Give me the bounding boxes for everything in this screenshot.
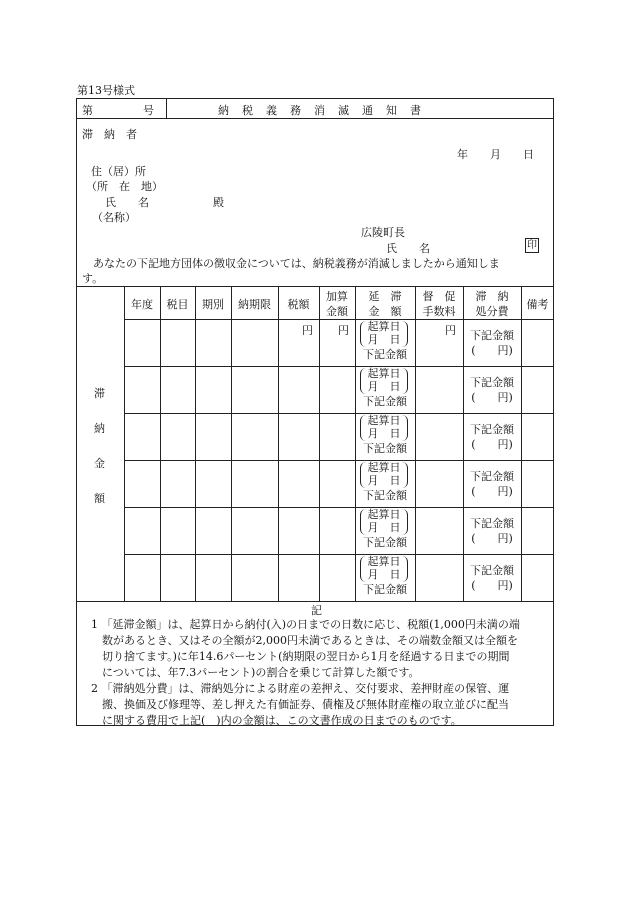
disposition-yen-label: ( 円) xyxy=(471,438,513,451)
doc-number-prefix: 第 xyxy=(82,104,93,117)
col-header-demand-2: 手数料 xyxy=(422,305,456,318)
taxpayer-label: 滞 納 者 xyxy=(82,128,137,141)
row-divider xyxy=(124,413,554,414)
col-header-disposition-1: 滞 納 xyxy=(475,290,509,303)
side-label-char: 金 xyxy=(94,457,105,470)
late-date-label: 月 日 xyxy=(367,333,401,346)
notes-heading: 記 xyxy=(311,604,322,617)
yen-unit-demand: 円 xyxy=(445,324,456,337)
col-header-year: 年度 xyxy=(131,298,153,311)
late-date-label: 月 日 xyxy=(367,521,401,534)
yen-unit-additional: 円 xyxy=(338,324,349,337)
late-date-label: 月 日 xyxy=(367,474,401,487)
row-divider xyxy=(124,319,554,320)
side-label-char: 滞 xyxy=(94,387,105,400)
issuer-name-label: 氏 名 xyxy=(386,242,430,255)
late-date-label: 月 日 xyxy=(367,427,401,440)
col-header-due-date: 納期限 xyxy=(238,298,271,311)
note-line: 1 「延滞金額」は、起算日から納付(入)の日までの日数に応じ、税額(1,000円未満の端 xyxy=(91,618,520,631)
col-header-tax-item: 税目 xyxy=(166,298,189,311)
row-divider xyxy=(124,366,554,367)
corporate-name-label: （名称） xyxy=(92,211,136,224)
issue-date: 年 月 日 xyxy=(457,148,534,161)
row-divider xyxy=(124,460,554,461)
col-header-demand-1: 督 促 xyxy=(422,290,456,303)
late-amount-label: 下記金額 xyxy=(363,395,407,408)
late-date-label: 月 日 xyxy=(367,380,401,393)
disposition-amount-label: 下記金額 xyxy=(470,564,514,577)
notice-text-line2: す。 xyxy=(82,272,104,285)
issuer-title: 広陵町長 xyxy=(361,226,405,239)
disposition-yen-label: ( 円) xyxy=(471,532,513,545)
name-label: 氏 名 xyxy=(105,196,149,209)
late-amount-label: 下記金額 xyxy=(363,442,407,455)
late-amount-label: 下記金額 xyxy=(363,536,407,549)
col-header-period: 期別 xyxy=(202,298,224,311)
col-header-additional-2: 金額 xyxy=(326,305,348,318)
location-label: （所 在 地） xyxy=(86,180,163,193)
note-line: 切り捨てます。)に年14.6パーセント(納期限の翌日から1月を経過する日までの期間 xyxy=(91,650,510,663)
col-header-remarks: 備考 xyxy=(526,298,549,311)
note-line: に関する費用で上記( )内の金額は、この文書作成の日までのものです。 xyxy=(91,714,462,727)
side-label-char: 納 xyxy=(94,422,105,435)
disposition-yen-label: ( 円) xyxy=(471,344,513,357)
late-start-label: 起算日 xyxy=(367,320,401,333)
disposition-amount-label: 下記金額 xyxy=(470,329,514,342)
col-header-disposition-2: 処分費 xyxy=(475,305,509,318)
divider xyxy=(76,118,554,119)
disposition-amount-label: 下記金額 xyxy=(470,423,514,436)
honorific: 殿 xyxy=(213,196,224,209)
seal-mark: 印 xyxy=(527,240,537,251)
disposition-amount-label: 下記金額 xyxy=(470,517,514,530)
disposition-amount-label: 下記金額 xyxy=(470,376,514,389)
late-start-label: 起算日 xyxy=(367,367,401,380)
side-label-char: 額 xyxy=(94,492,105,505)
note-line: については、年7.3パーセント)の割合を乗じて計算した額です。 xyxy=(91,666,420,679)
divider xyxy=(166,98,167,118)
disposition-yen-label: ( 円) xyxy=(471,391,513,404)
disposition-amount-label: 下記金額 xyxy=(470,470,514,483)
row-divider xyxy=(124,554,554,555)
note-line: 数があるとき、又はその全額が2,000円未満であるときは、その端数金額又は全額を xyxy=(91,634,519,647)
col-header-late-2: 金 額 xyxy=(368,305,402,318)
document-title: 納 税 義 務 消 滅 通 知 書 xyxy=(218,104,422,117)
note-line: 搬、換価及び修理等、差し押えた有価証券、債権及び無体財産権の取立並びに配当 xyxy=(91,698,509,711)
late-start-label: 起算日 xyxy=(367,461,401,474)
row-divider xyxy=(124,507,554,508)
late-amount-label: 下記金額 xyxy=(363,348,407,361)
late-date-label: 月 日 xyxy=(367,568,401,581)
disposition-yen-label: ( 円) xyxy=(471,579,513,592)
doc-number-suffix: 号 xyxy=(143,104,154,117)
form-number: 第13号様式 xyxy=(77,84,135,97)
late-start-label: 起算日 xyxy=(367,555,401,568)
col-header-tax-amount: 税額 xyxy=(287,298,310,311)
col-header-late-1: 延 滞 xyxy=(368,290,402,303)
late-amount-label: 下記金額 xyxy=(363,489,407,502)
note-line: 2 「滞納処分費」は、滞納処分による財産の差押え、交付要求、差押財産の保管、運 xyxy=(91,682,510,695)
address-label: 住（居）所 xyxy=(91,165,146,178)
late-start-label: 起算日 xyxy=(367,508,401,521)
late-start-label: 起算日 xyxy=(367,414,401,427)
yen-unit-tax: 円 xyxy=(302,324,313,337)
notice-text-line1: あなたの下記地方団体の徴収金については、納税義務が消滅しましたから通知しま xyxy=(82,257,500,270)
late-amount-label: 下記金額 xyxy=(363,583,407,596)
disposition-yen-label: ( 円) xyxy=(471,485,513,498)
col-header-additional-1: 加算 xyxy=(326,290,348,303)
divider xyxy=(76,286,554,287)
